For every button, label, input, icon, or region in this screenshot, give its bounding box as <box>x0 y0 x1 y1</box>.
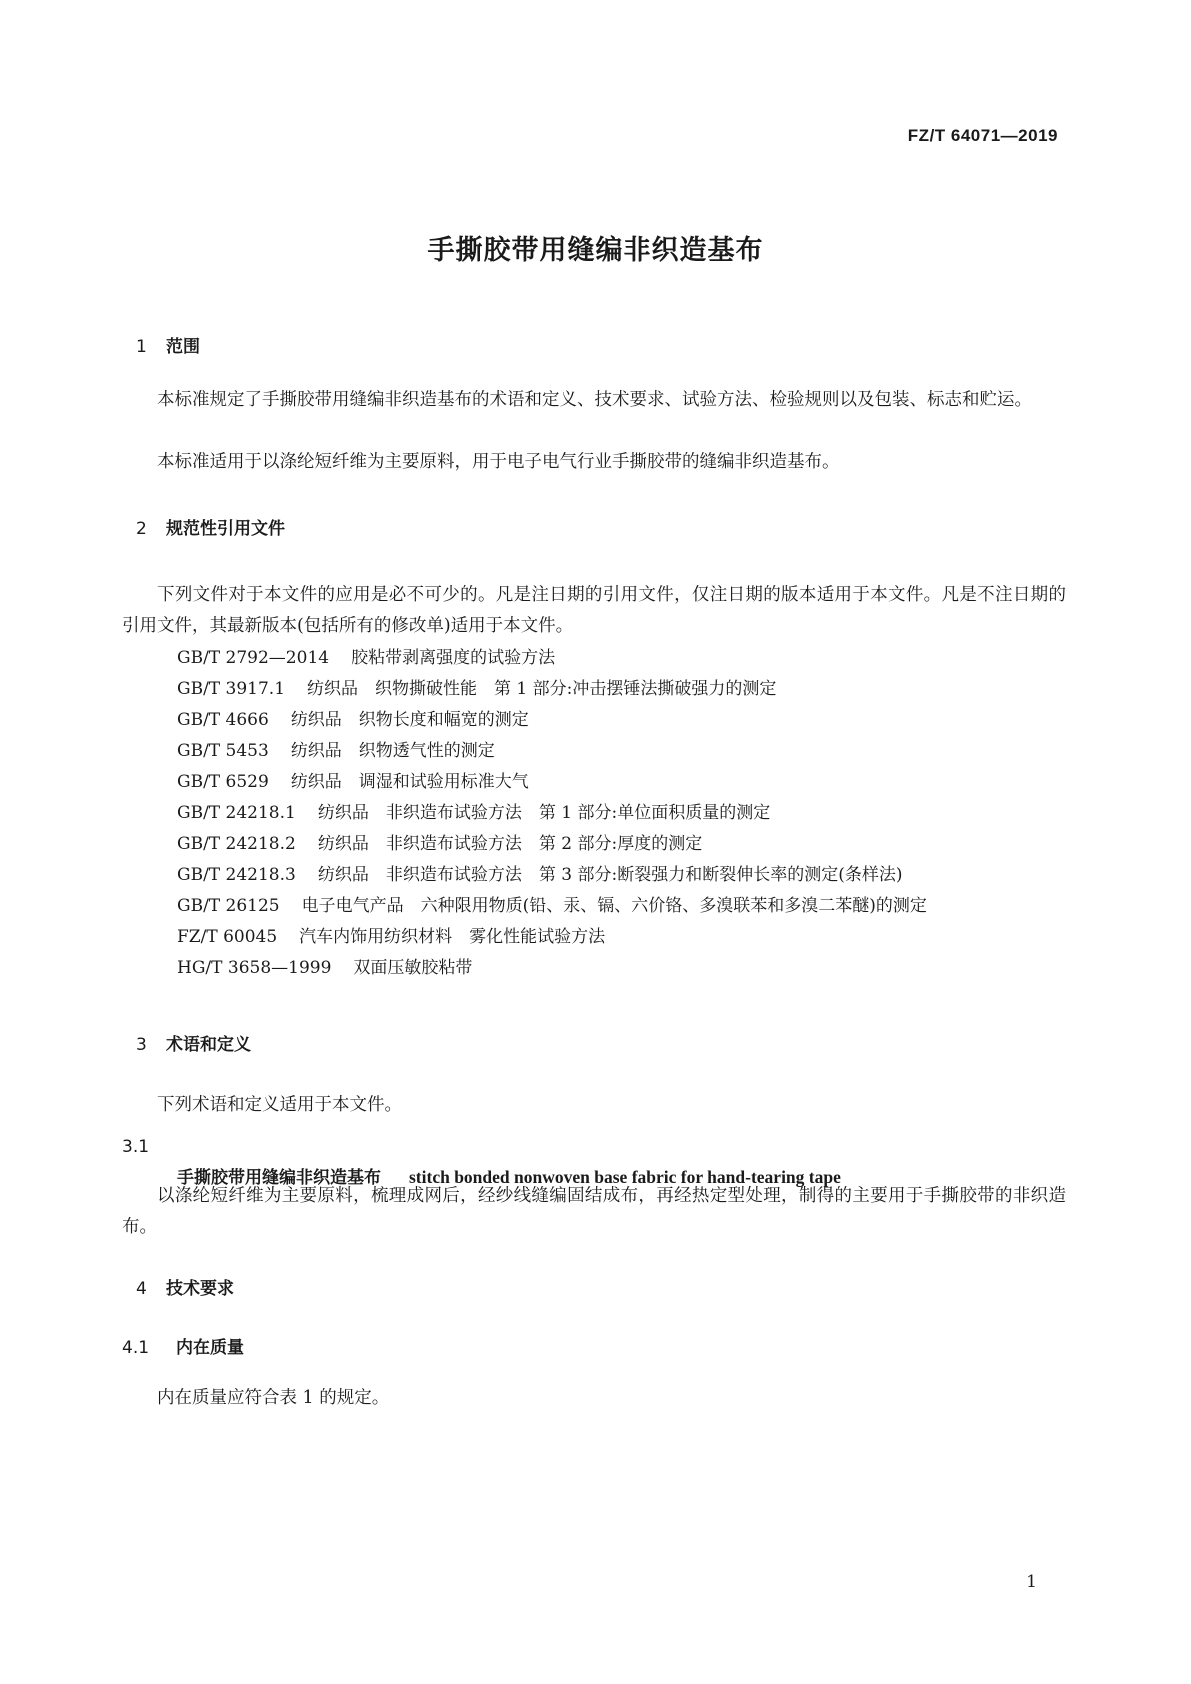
reference-code: FZ/T 60045 <box>177 927 278 947</box>
reference-code: HG/T 3658—1999 <box>177 958 332 978</box>
reference-item <box>177 736 1077 767</box>
reference-title: 纺织品 织物透气性的测定 <box>290 741 495 761</box>
section-number: 3 <box>136 1035 147 1055</box>
section-title: 范围 <box>166 337 200 357</box>
reference-title: 电子电气产品 六种限用物质(铅、汞、镉、六价铬、多溴联苯和多溴二苯醚)的测定 <box>301 896 927 916</box>
term-english: stitch bonded nonwoven base fabric for hand-tearing tape <box>409 1167 841 1187</box>
reference-code: GB/T 24218.2 <box>177 834 296 854</box>
section-3-intro: 下列术语和定义适用于本文件。 <box>157 1095 402 1115</box>
reference-title: 汽车内饰用纺织材料 雾化性能试验方法 <box>299 927 606 947</box>
reference-title: 纺织品 非织造布试验方法 第 2 部分:厚度的测定 <box>317 834 703 854</box>
subsection-number: 4.1 <box>122 1338 150 1358</box>
reference-title: 纺织品 织物长度和幅宽的测定 <box>290 710 529 730</box>
section-number: 4 <box>136 1279 147 1299</box>
term-definition: 以涤纶短纤维为主要原料，梳理成网后，经纱线缝编固结成布，再经热定型处理，制得的主要用于手撕胶带的非织造布。 <box>122 1186 1066 1237</box>
section-2-heading <box>136 514 285 539</box>
reference-item <box>177 829 1077 860</box>
reference-code: GB/T 24218.3 <box>177 865 296 885</box>
reference-title: 纺织品 调湿和试验用标准大气 <box>290 772 529 792</box>
reference-item <box>177 860 1077 891</box>
term-chinese: 手撕胶带用缝编非织造基布 <box>177 1168 381 1188</box>
section-title: 术语和定义 <box>166 1035 251 1055</box>
reference-item <box>177 767 1077 798</box>
reference-code: GB/T 4666 <box>177 710 269 730</box>
subsection-4-1-heading <box>122 1333 244 1358</box>
section-title: 技术要求 <box>166 1279 234 1299</box>
reference-title: 纺织品 非织造布试验方法 第 1 部分:单位面积质量的测定 <box>317 803 771 823</box>
page-number: 1 <box>1026 1572 1037 1592</box>
reference-item <box>177 643 1077 674</box>
section-1-paragraph-1: 本标准规定了手撕胶带用缝编非织造基布的术语和定义、技术要求、试验方法、检验规则以及包装、标志和贮运。 <box>157 390 1032 410</box>
section-4-heading <box>136 1274 234 1299</box>
reference-code: GB/T 3917.1 <box>177 679 286 699</box>
reference-title: 胶粘带剥离强度的试验方法 <box>351 648 556 668</box>
reference-code: GB/T 26125 <box>177 896 280 916</box>
reference-code: GB/T 5453 <box>177 741 269 761</box>
section-3-heading <box>136 1030 251 1055</box>
reference-code: GB/T 24218.1 <box>177 803 296 823</box>
section-1-heading <box>136 332 200 357</box>
section-number: 2 <box>136 519 147 539</box>
section-title: 规范性引用文件 <box>166 519 285 539</box>
reference-item <box>177 674 1077 705</box>
reference-title: 纺织品 织物撕破性能 第 1 部分:冲击摆锤法撕破强力的测定 <box>307 679 777 699</box>
subsection-title: 内在质量 <box>176 1338 244 1358</box>
reference-item <box>177 922 1077 953</box>
reference-code: GB/T 2792—2014 <box>177 648 330 668</box>
document-title: 手撕胶带用缝编非织造基布 <box>427 235 764 266</box>
section-number: 1 <box>136 337 147 357</box>
term-number: 3.1 <box>122 1137 150 1157</box>
subsection-4-1-text: 内在质量应符合表 1 的规定。 <box>157 1388 390 1408</box>
section-1-paragraph-2: 本标准适用于以涤纶短纤维为主要原料，用于电子电气行业手撕胶带的缝编非织造基布。 <box>157 452 840 472</box>
reference-item <box>177 798 1077 829</box>
reference-item <box>177 705 1077 736</box>
reference-title: 双面压敏胶粘带 <box>353 958 473 978</box>
reference-code: GB/T 6529 <box>177 772 269 792</box>
reference-item <box>177 891 1077 922</box>
normative-reference-list <box>177 643 1077 984</box>
reference-title: 纺织品 非织造布试验方法 第 3 部分:断裂强力和断裂伸长率的测定(条样法) <box>317 865 903 885</box>
reference-item <box>177 953 1077 984</box>
section-2-intro: 下列文件对于本文件的应用是必不可少的。凡是注日期的引用文件，仅注日期的版本适用于本文件。凡是不注日期的引用文件，其最新版本(包括所有的修改单)适用于本文件。 <box>122 585 1066 636</box>
standard-code: FZ/T 64071—2019 <box>907 126 1058 145</box>
